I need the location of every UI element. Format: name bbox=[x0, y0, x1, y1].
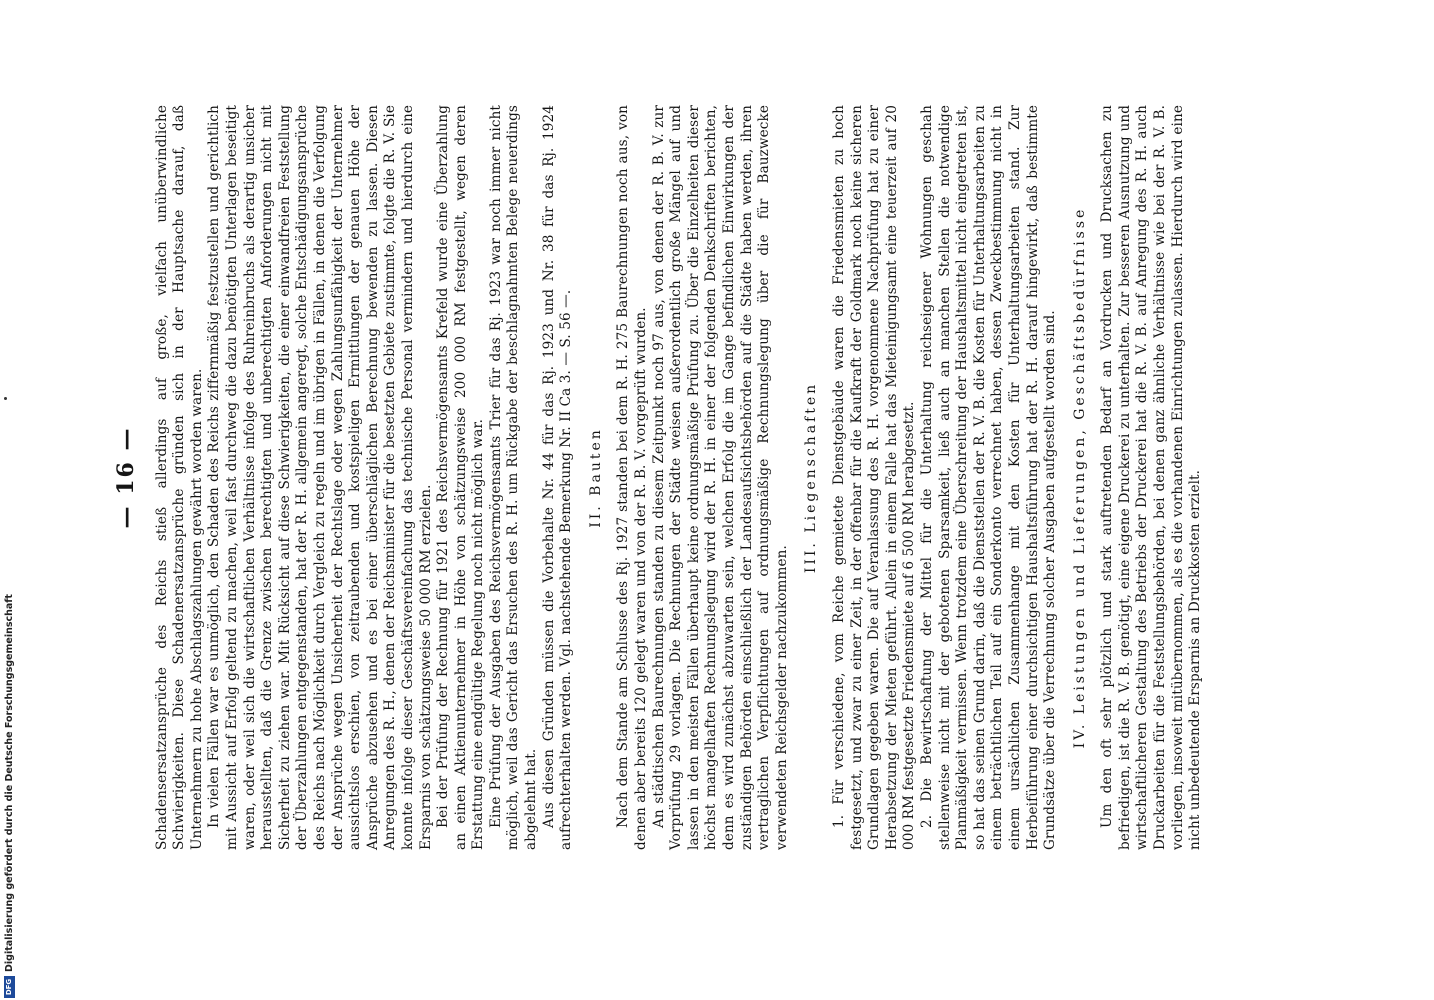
section-heading-bauten: II. Bauten bbox=[587, 427, 604, 528]
intro-paragraph: Aus diesen Gründen müssen die Vorbehalte Nr. 44 für das Rj. 1923 und Nr. 38 für das Rj. 1924 aufrechterhalten werden. Vgl. nachstehende Bemerkung Nr. II Ca 3. — S. 56 —. bbox=[540, 105, 575, 850]
intro-paragraph: Eine Prüfung der Ausgaben des Reichsvermögensamts Trier für das Rj. 1923 war noch immer nicht möglich, weil das Gericht das Ersuchen des R. H. um Rückgabe der beschlagnahmten Belege neuerdings abgelehnt hat. bbox=[487, 105, 540, 850]
page-body bbox=[113, 105, 1205, 850]
section-paragraph: Nach dem Stande am Schlusse des Rj. 1927 standen bei dem R. H. 275 Baurechnungen noch aus, von denen aber bereits 120 gelegt waren und von der R. B. V. vorgeprüft wurden. bbox=[615, 105, 650, 850]
page-number: — 16 — bbox=[113, 426, 139, 529]
section-paragraph: 2. Die Bewirtschaftung der Mittel für die Unterhaltung reichseigener Wohnungen geschah stellenweise nicht mit der gebotenen Sparsamkeit, ließ auch an manchen Stellen die notwendige Planmäßigkeit vermissen. Wenn trotzdem eine Überschreitung der Haushaltsmittel nicht eingetreten ist, so hat das seinen Grund darin, daß die Dienststellen der R. V. B. die Kosten für Unterhaltungsarbeiten zu einem beträchtlichen Teil auf ein Sonderkonto verrechnet haben, dessen Zweckbestimmung nicht in einem ursächlichen Zusammenhange mit den Kosten für Unterhaltungsarbeiten stand. Zur Herbeiführung einer durchsichtigen Haushaltsführung hat der R. H. darauf hingewirkt, daß bestimmte Grundsätze über die Verrechnung solcher Ausgaben aufgestellt worden sind. bbox=[918, 105, 1059, 850]
section-heading-leistungen: IV. Leistungen und Lieferungen, Geschäftsbedürfnisse bbox=[1071, 206, 1088, 749]
scan-speck bbox=[4, 397, 7, 400]
intro-paragraph: Bei der Prüfung der Rechnung für 1921 des Reichsvermögensamts Krefeld wurde eine Überzahlung an einen Aktienunternehmer in Höhe von schätzungsweise 200 000 RM festgestellt, wegen deren Erstattung eine endgültige Regelung noch nicht möglich war. bbox=[435, 105, 487, 850]
footer-text: Digitalisierung gefördert durch die Deutsche Forschungsgemeinschaft bbox=[3, 594, 15, 972]
intro-paragraph: In vielen Fällen war es unmöglich, den Schaden des Reichs ziffernmäßig festzustellen und gerichtlich mit Aussicht auf Erfolg geltend zu machen, weil fast durchweg die dazu benötigten Unterlagen beseitigt waren, oder weil sich die wirtschaftlichen Verhältnisse infolge des Ruhreinbruchs als derartig unsicher herausstellten, daß die Grenze zwischen berechtigten und unberechtigten Anforderungen nicht mit Sicherheit zu ziehen war. Mit Rücksicht auf diese Schwierigkeiten, die einer einwandfreien Feststellung der Überzahlungen entgegenstanden, hat der R. H. allgemein angeregt, solche Entschädigungsansprüche des Reichs nach Möglichkeit durch Vergleich zu regeln und im übrigen in Fällen, in denen die Verfolgung der Ansprüche wegen Unsicherheit der Rechtslage oder wegen Zahlungsunfähigkeit der Unternehmer aussichtslos erschien, von zeitraubenden und kostspieligen Ermittlungen der genauen Höhe der Ansprüche abzusehen und es bei einer überschläglichen Berechnung bewenden zu lassen. Diesen Anregungen des R. H., denen der Reichsminister für die besetzten Gebiete zustimmte, folgte die R. V. Sie konnte infolge dieser Geschäftsvereinfachung das technische Personal vermindern und hierdurch eine Ersparnis von schätzungsweise 50 000 RM erzielen. bbox=[206, 105, 434, 850]
section-heading-liegenschaften: III. Liegenschaften bbox=[803, 381, 820, 574]
intro-paragraph: Schadensersatzansprüche des Reichs stieß allerdings auf große, vielfach unüberwindliche Schwierigkeiten. Diese Schadenersatzansprüche gründen sich in der Hauptsache darauf, daß Unternehmern zu hohe Abschlagszahlungen gewährt worden waren. bbox=[153, 105, 205, 850]
digitization-footer bbox=[2, 3, 16, 998]
section-paragraph: 1. Für verschiedene, vom Reiche gemietete Dienstgebäude waren die Friedensmieten zu hoch festgesetzt, und zwar zu einer Zeit, in der offenbar für die Kaufkraft der Goldmark noch keine sicheren Grundlagen gegeben waren. Die auf Veranlassung des R. H. vorgenommene Nachprüfung hat zu einer Herabsetzung der Mieten geführt. Allein in einem Falle hat das Mieteinigungsamt eine teuerzeit auf 20 000 RM festgesetzte Friedensmiete auf 6 500 RM herabgesetzt. bbox=[830, 105, 918, 850]
section-paragraph: An städtischen Baurechnungen standen zu diesem Zeitpunkt noch 97 aus, von denen der R. B. V. zur Vorprüfung 29 vorlagen. Die Rechnungen der Städte weisen außerordentlich große Mängel auf und lassen in den meisten Fällen überhaupt keine ordnungsmäßige Prüfung zu. Über die Einzelheiten dieser höchst mangelhaften Rechnungslegung wird der R. H. in einer der folgenden Denkschriften berichten, denn es wird zunächst abzuwarten sein, welchen Erfolg die im Gange befindlichen Einwirkungen der zuständigen Behörden einschließlich der Landesaufsichtsbehörden auf die Städte haben werden, ihren vertraglichen Verpflichtungen auf ordnungsmäßige Rechnungslegung über die für Bauzwecke verwendeten Reichsgelder nachzukommen. bbox=[650, 105, 790, 850]
dfg-logo: DFG bbox=[4, 976, 15, 998]
section-paragraph: Um den oft sehr plötzlich und stark auftretenden Bedarf an Vordrucken und Drucksachen zu befriedigen, ist die R. V. B. genötigt, eine eigene Druckerei zu unterhalten. Zur besseren Ausnutzung und wirtschaftlicheren Gestaltung des Betriebs der Druckerei hat die R. V. B. auf Anregung des R. H. auch Druckarbeiten für die Feststellungsbehörden, bei denen ganz ähnliche Verhältnisse wie bei der R. V. B. vorliegen, insoweit mitübernommen, als es die vorhandenen Einrichtungen zulassen. Hierdurch wird eine nicht unbedeutende Ersparnis an Druckkosten erzielt. bbox=[1099, 105, 1204, 850]
